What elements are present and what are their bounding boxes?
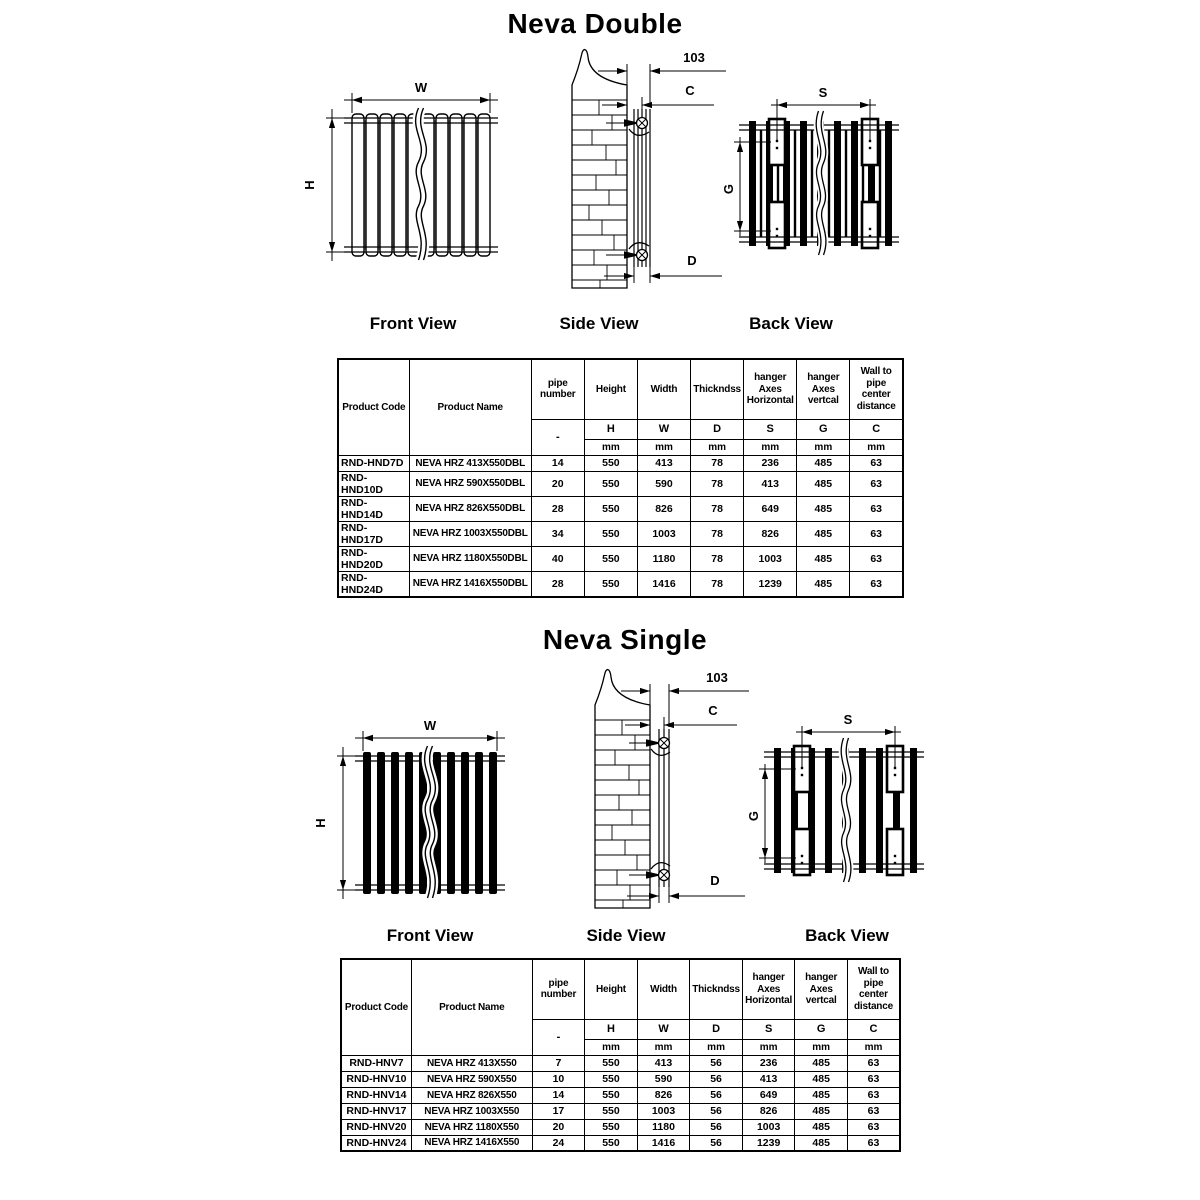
table-cell: 78 [691,455,744,471]
table-cell: NEVA HRZ 826X550 [411,1087,532,1103]
symbol-header: - [531,419,584,455]
unit-header: mm [744,439,797,455]
table-cell: 10 [532,1071,585,1087]
table-cell: 485 [797,496,850,521]
table-cell: 826 [742,1103,795,1119]
table-cell: 56 [690,1135,743,1151]
symbol-header: S [742,1019,795,1039]
column-header: Thickndss [691,359,744,419]
table-cell: NEVA HRZ 1180X550DBL [409,546,531,571]
table-cell: 63 [847,1055,900,1071]
table-cell: 7 [532,1055,585,1071]
table-cell: NEVA HRZ 413X550 [411,1055,532,1071]
column-header: Width [637,359,690,419]
table-cell: RND-HNV20 [341,1119,411,1135]
column-header: Wall to pipe center distance [850,359,903,419]
dim-label-s: S [843,712,853,727]
table-cell: 1239 [742,1135,795,1151]
table-cell: 550 [584,571,637,597]
symbol-header: H [585,1019,638,1039]
table-cell: 40 [531,546,584,571]
dim-label-c: C [708,703,718,718]
dim-label-s: S [818,85,828,100]
table-cell: 485 [797,521,850,546]
table-cell: 649 [744,496,797,521]
table-row [338,571,903,597]
table-cell: 413 [637,455,690,471]
dim-label-w: W [414,80,428,95]
table-cell: 1003 [637,521,690,546]
front-view-drawing [305,718,520,903]
table-cell: 63 [850,571,903,597]
table-cell: 413 [637,1055,690,1071]
unit-header: mm [742,1039,795,1055]
break-line [841,738,851,882]
table-row [341,1055,900,1071]
dim-label-w: W [423,718,437,733]
symbol-header: C [847,1019,900,1039]
unit-header: mm [585,1039,638,1055]
column-header: hanger Axes Horizontal [742,959,795,1019]
wall [595,670,650,908]
unit-header: mm [797,439,850,455]
table-cell: 826 [637,1087,690,1103]
table-cell: 63 [847,1119,900,1135]
table-cell: 78 [691,546,744,571]
page-title-neva-double: Neva Double [507,8,683,39]
table-cell: RND-HND17D [338,521,409,546]
table-cell: 24 [532,1135,585,1151]
dim-label-h: H [313,818,328,828]
unit-header: mm [584,439,637,455]
table-cell: 590 [637,471,690,496]
table-cell: 63 [847,1087,900,1103]
side-view-drawing [554,45,739,295]
table-cell: 550 [585,1103,638,1119]
table-cell: 485 [795,1119,848,1135]
table-cell: RND-HND14D [338,496,409,521]
wall [572,50,627,288]
table-cell: 1180 [637,1119,690,1135]
table-row [338,546,903,571]
table-cell: 78 [691,471,744,496]
table-cell: 1239 [744,571,797,597]
table-row [341,1087,900,1103]
back-view-label: Back View [749,314,833,333]
h-dimension [313,747,368,899]
column-header: hanger Axes Horizontal [744,359,797,419]
table-cell: 550 [585,1087,638,1103]
symbol-header: C [850,419,903,439]
table-cell: 485 [797,546,850,571]
table-cell: 1416 [637,571,690,597]
symbol-header: D [690,1019,743,1039]
table-cell: 28 [531,571,584,597]
table-cell: 485 [797,455,850,471]
dim-label-g: G [721,183,736,195]
table-cell: 63 [850,455,903,471]
column-header: Wall to pipe center distance [847,959,900,1019]
table-cell: 413 [742,1071,795,1087]
dim-label-c: C [685,83,695,98]
table-cell: 550 [585,1135,638,1151]
table-cell: 56 [690,1119,743,1135]
column-header: Height [584,359,637,419]
table-cell: 485 [795,1071,848,1087]
table-cell: RND-HNV17 [341,1103,411,1119]
table-cell: 649 [742,1087,795,1103]
h-dimension [302,109,357,261]
table-cell: 63 [850,496,903,521]
table-cell: 236 [742,1055,795,1071]
table-cell: 550 [584,546,637,571]
column-header: Product Name [409,359,531,455]
spec-table-neva-double [337,358,904,598]
table-cell: NEVA HRZ 1416X550 [411,1135,532,1151]
table-cell: 63 [850,471,903,496]
front-view-drawing [294,80,509,265]
table-cell: 1003 [742,1119,795,1135]
unit-header: mm [637,1039,690,1055]
table-cell: RND-HNV7 [341,1055,411,1071]
side-view-label: Side View [559,314,639,333]
table-cell: 34 [531,521,584,546]
table-cell: RND-HND10D [338,471,409,496]
table-cell: 826 [637,496,690,521]
radiator-front [355,746,505,898]
dim-label-103: 103 [683,50,705,65]
back-view-drawing [746,712,935,892]
table-cell: 550 [584,496,637,521]
table-cell: 236 [744,455,797,471]
table-row [341,1135,900,1151]
table-cell: 20 [532,1119,585,1135]
unit-header: mm [690,1039,743,1055]
table-cell: 485 [795,1087,848,1103]
table-cell: 485 [795,1135,848,1151]
table-cell: NEVA HRZ 413X550DBL [409,455,531,471]
table-cell: 56 [690,1103,743,1119]
column-header: Product Code [341,959,411,1055]
column-header: hanger Axes vertcal [797,359,850,419]
dim-label-d: D [687,253,697,268]
table-cell: 1003 [637,1103,690,1119]
table-cell: 28 [531,496,584,521]
spec-table-neva-single [340,958,901,1152]
symbol-header: S [744,419,797,439]
table-row [338,471,903,496]
table-cell: RND-HNV10 [341,1071,411,1087]
column-header: pipe number [532,959,585,1019]
table-row [341,1071,900,1087]
table-cell: NEVA HRZ 590X550DBL [409,471,531,496]
symbol-header: - [532,1019,585,1055]
table-row [338,496,903,521]
table-cell: 63 [850,521,903,546]
table-cell: RND-HND7D [338,455,409,471]
table-row [338,455,903,471]
table-cell: 550 [584,521,637,546]
table-cell: 63 [847,1135,900,1151]
table-cell: NEVA HRZ 590X550 [411,1071,532,1087]
table-cell: NEVA HRZ 1003X550DBL [409,521,531,546]
radiator-front [344,108,498,260]
column-header: pipe number [531,359,584,419]
symbol-header: G [795,1019,848,1039]
table-row [341,1119,900,1135]
table-cell: 63 [847,1103,900,1119]
table-cell: RND-HNV24 [341,1135,411,1151]
table-cell: NEVA HRZ 1003X550 [411,1103,532,1119]
unit-header: mm [691,439,744,455]
table-row [338,521,903,546]
unit-header: mm [795,1039,848,1055]
table-cell: 485 [797,471,850,496]
table-cell: 78 [691,496,744,521]
symbol-header: W [637,419,690,439]
table-cell: 56 [690,1071,743,1087]
table-cell: 550 [585,1071,638,1087]
dim-label-d: D [710,873,720,888]
unit-header: mm [847,1039,900,1055]
break-line [816,111,826,255]
symbol-header: H [584,419,637,439]
table-cell: 56 [690,1087,743,1103]
table-cell: NEVA HRZ 1416X550DBL [409,571,531,597]
column-header: Product Code [338,359,409,455]
column-header: Height [585,959,638,1019]
table-cell: 485 [797,571,850,597]
back-view-label: Back View [805,926,889,945]
symbol-header: D [691,419,744,439]
column-header: Width [637,959,690,1019]
g-dimension [721,137,771,236]
symbol-header: G [797,419,850,439]
table-cell: 550 [584,455,637,471]
unit-header: mm [850,439,903,455]
column-header: hanger Axes vertcal [795,959,848,1019]
table-cell: 485 [795,1103,848,1119]
back-view-drawing [721,85,910,265]
table-cell: RND-HNV14 [341,1087,411,1103]
table-cell: 56 [690,1055,743,1071]
column-header: Thickndss [690,959,743,1019]
table-cell: 63 [850,546,903,571]
table-cell: 78 [691,571,744,597]
table-cell: 63 [847,1071,900,1087]
table-cell: NEVA HRZ 1180X550 [411,1119,532,1135]
table-cell: 485 [795,1055,848,1071]
table-cell: 413 [744,471,797,496]
table-cell: 20 [531,471,584,496]
table-cell: 78 [691,521,744,546]
symbol-header: W [637,1019,690,1039]
dim-label-g: G [746,810,761,822]
column-header: Product Name [411,959,532,1055]
table-cell: 1003 [744,546,797,571]
table-cell: 1416 [637,1135,690,1151]
table-cell: RND-HND20D [338,546,409,571]
front-view-label: Front View [369,314,457,333]
front-view-label: Front View [386,926,474,945]
table-cell: 14 [532,1087,585,1103]
table-cell: 590 [637,1071,690,1087]
dim-label-h: H [302,180,317,190]
table-cell: 826 [744,521,797,546]
table-cell: 550 [584,471,637,496]
dim-label-103: 103 [706,670,728,685]
page-title-neva-single: Neva Single [542,624,708,655]
table-cell: 14 [531,455,584,471]
table-cell: RND-HND24D [338,571,409,597]
table-cell: 550 [585,1055,638,1071]
side-view-drawing [577,665,762,915]
g-dimension [746,764,796,863]
unit-header: mm [637,439,690,455]
side-view-label: Side View [586,926,666,945]
table-cell: 550 [585,1119,638,1135]
table-cell: 17 [532,1103,585,1119]
table-cell: NEVA HRZ 826X550DBL [409,496,531,521]
table-cell: 1180 [637,546,690,571]
table-row [341,1103,900,1119]
